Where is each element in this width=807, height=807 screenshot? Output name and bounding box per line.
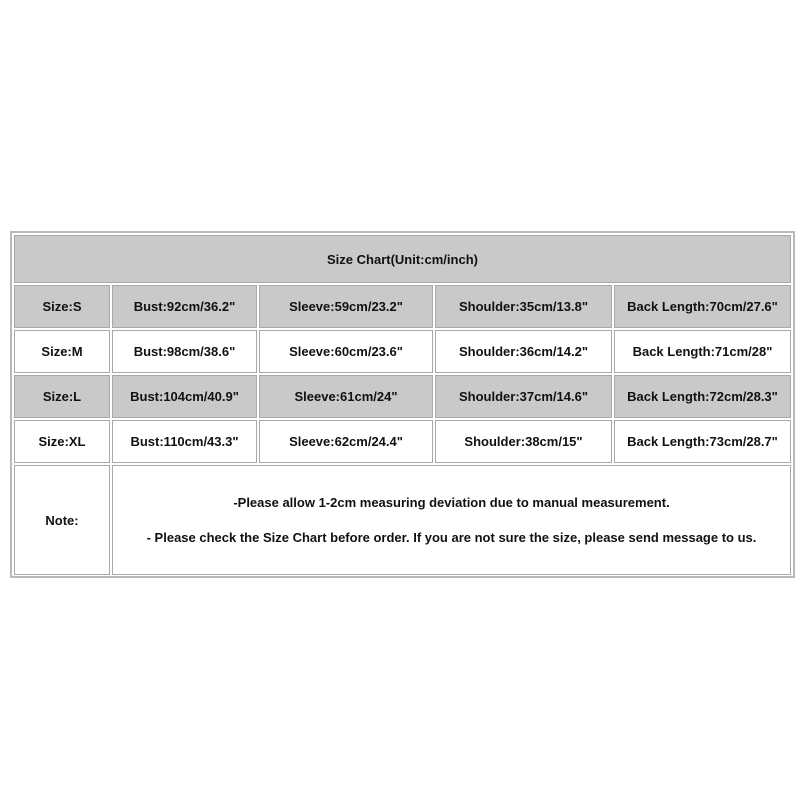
sleeve-cell: Sleeve:59cm/23.2" — [259, 285, 433, 328]
note-line: -Please allow 1-2cm measuring deviation due to manual measurement. — [233, 495, 670, 510]
size-cell: Size:XL — [14, 420, 110, 463]
note-body — [112, 465, 791, 575]
sleeve-cell: Sleeve:61cm/24" — [259, 375, 433, 418]
note-label: Note: — [14, 465, 110, 575]
shoulder-cell: Shoulder:36cm/14.2" — [435, 330, 612, 373]
size-chart-table — [10, 231, 795, 578]
shoulder-cell: Shoulder:38cm/15" — [435, 420, 612, 463]
size-cell: Size:S — [14, 285, 110, 328]
bust-cell: Bust:92cm/36.2" — [112, 285, 257, 328]
size-cell: Size:M — [14, 330, 110, 373]
bust-cell: Bust:98cm/38.6" — [112, 330, 257, 373]
bust-cell: Bust:104cm/40.9" — [112, 375, 257, 418]
shoulder-cell: Shoulder:37cm/14.6" — [435, 375, 612, 418]
sleeve-cell: Sleeve:62cm/24.4" — [259, 420, 433, 463]
back-length-cell: Back Length:71cm/28" — [614, 330, 791, 373]
size-chart-title: Size Chart(Unit:cm/inch) — [14, 235, 791, 283]
back-length-cell: Back Length:73cm/28.7" — [614, 420, 791, 463]
bust-cell: Bust:110cm/43.3" — [112, 420, 257, 463]
note-line: - Please check the Size Chart before order. If you are not sure the size, please send message to us. — [146, 530, 757, 545]
back-length-cell: Back Length:72cm/28.3" — [614, 375, 791, 418]
sleeve-cell: Sleeve:60cm/23.6" — [259, 330, 433, 373]
shoulder-cell: Shoulder:35cm/13.8" — [435, 285, 612, 328]
back-length-cell: Back Length:70cm/27.6" — [614, 285, 791, 328]
size-cell: Size:L — [14, 375, 110, 418]
